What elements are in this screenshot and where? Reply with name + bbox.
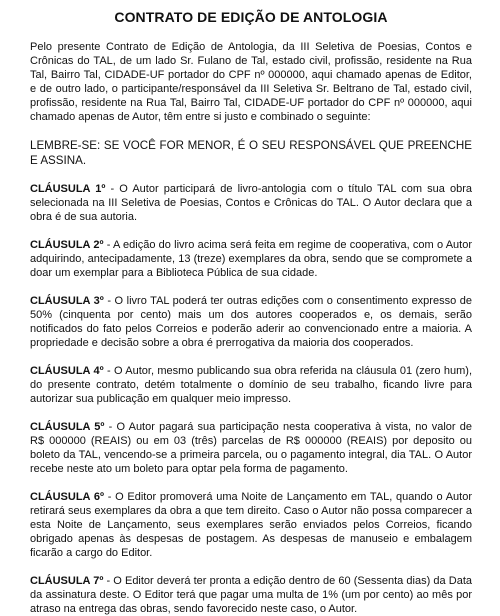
document-title: CONTRATO DE EDIÇÃO DE ANTOLOGIA [114, 9, 388, 25]
clause-3 [30, 294, 472, 350]
clause-text: - A edição do livro acima será feita em regime de cooperativa, com o Autor adquirindo, antecipadamente, 13 (treze) exemplares da obra, sendo que se compromete a doar um exemplar para a Biblioteca Pública de sua cidade. [30, 239, 472, 279]
clause-5 [30, 420, 472, 476]
clause-label: CLÁUSULA 3º [30, 295, 104, 307]
clause-6 [30, 490, 472, 560]
clause-text: - O Autor, mesmo publicando sua obra referida na cláusula 01 (zero hum), do presente contrato, detém totalmente o domínio de seu trabalho, ficando livre para autorizar sua publicação em qualquer meio impresso. [30, 365, 472, 405]
clause-label: CLÁUSULA 5º [30, 421, 105, 433]
clause-text: - O Editor promoverá uma Noite de Lançamento em TAL, quando o Autor retirará seus exemplares da obra a que tem direito. Caso o Autor não possa comparecer a esta Noite de Lançamento, seus exemplares serão enviados pelos Correios, ficando obrigado apenas às despesas de postagem. As despesas de manuseio e embalagem ficarão a cargo do Editor. [30, 491, 472, 559]
clause-label: CLÁUSULA 1º [30, 183, 106, 195]
minor-notice: LEMBRE-SE: SE VOCÊ FOR MENOR, É O SEU RESPONSÁVEL QUE PREENCHE E ASSINA. [30, 139, 472, 167]
clause-4 [30, 364, 472, 406]
clause-7 [30, 574, 472, 616]
clause-text: - O livro TAL poderá ter outras edições com o consentimento expresso de 50% (cinquenta por cento) mais um dos autores cooperados e, os demais, serão notificados do fato pelos Correios e poderão aderir ao convencionado entre a maioria. A propriedade e decisão sobre a obra é prerrogativa da maioria dos cooperados. [30, 295, 472, 349]
clause-label: CLÁUSULA 2º [30, 239, 104, 251]
clause-2 [30, 238, 472, 280]
clause-text: - O Editor deverá ter pronta a edição dentro de 60 (Sessenta dias) da Data da assinatura deste. O Editor terá que pagar uma multa de 1% (um por cento) ao mês por atraso na entrega das obras, sendo favorecido neste caso, o Autor. [30, 575, 472, 615]
clause-label: CLÁUSULA 4º [30, 365, 104, 377]
clause-text: - O Autor participará de livro-antologia com o título TAL com sua obra selecionada na III Seletiva de Poesias, Contos e Crônicas do TAL. O Autor declara que a obra é de sua autoria. [30, 183, 472, 223]
clause-label: CLÁUSULA 7º [30, 575, 104, 587]
clause-text: - O Autor pagará sua participação nesta cooperativa à vista, no valor de R$ 000000 (REAIS) ou em 03 (três) parcelas de R$ 000000 (REAIS) por deposito ou boleto da TAL, vencendo-se a primeira parcela, ou o pagamento integral, dia TAL. O Autor recebe neste ato um boleto para optar pela forma de pagamento. [30, 421, 472, 475]
intro-paragraph: Pelo presente Contrato de Edição de Antologia, da III Seletiva de Poesias, Contos e Crônicas do TAL, de um lado Sr. Fulano de Tal, estado civil, profissão, residente na Rua Tal, Bairro Tal, CIDADE-UF portador do CPF nº 000000, aqui chamado apenas de Editor, e de outro lado, o participante/responsável da III Seletiva Sr. Beltrano de Tal, estado civil, profissão, residente na Rua Tal, Bairro Tal, CIDADE-UF portador do CPF nº 000000, aqui chamado apenas de Autor, têm entre si justo e combinado o seguinte: [30, 41, 472, 123]
clause-label: CLÁUSULA 6º [30, 491, 104, 503]
clause-1 [30, 182, 472, 224]
